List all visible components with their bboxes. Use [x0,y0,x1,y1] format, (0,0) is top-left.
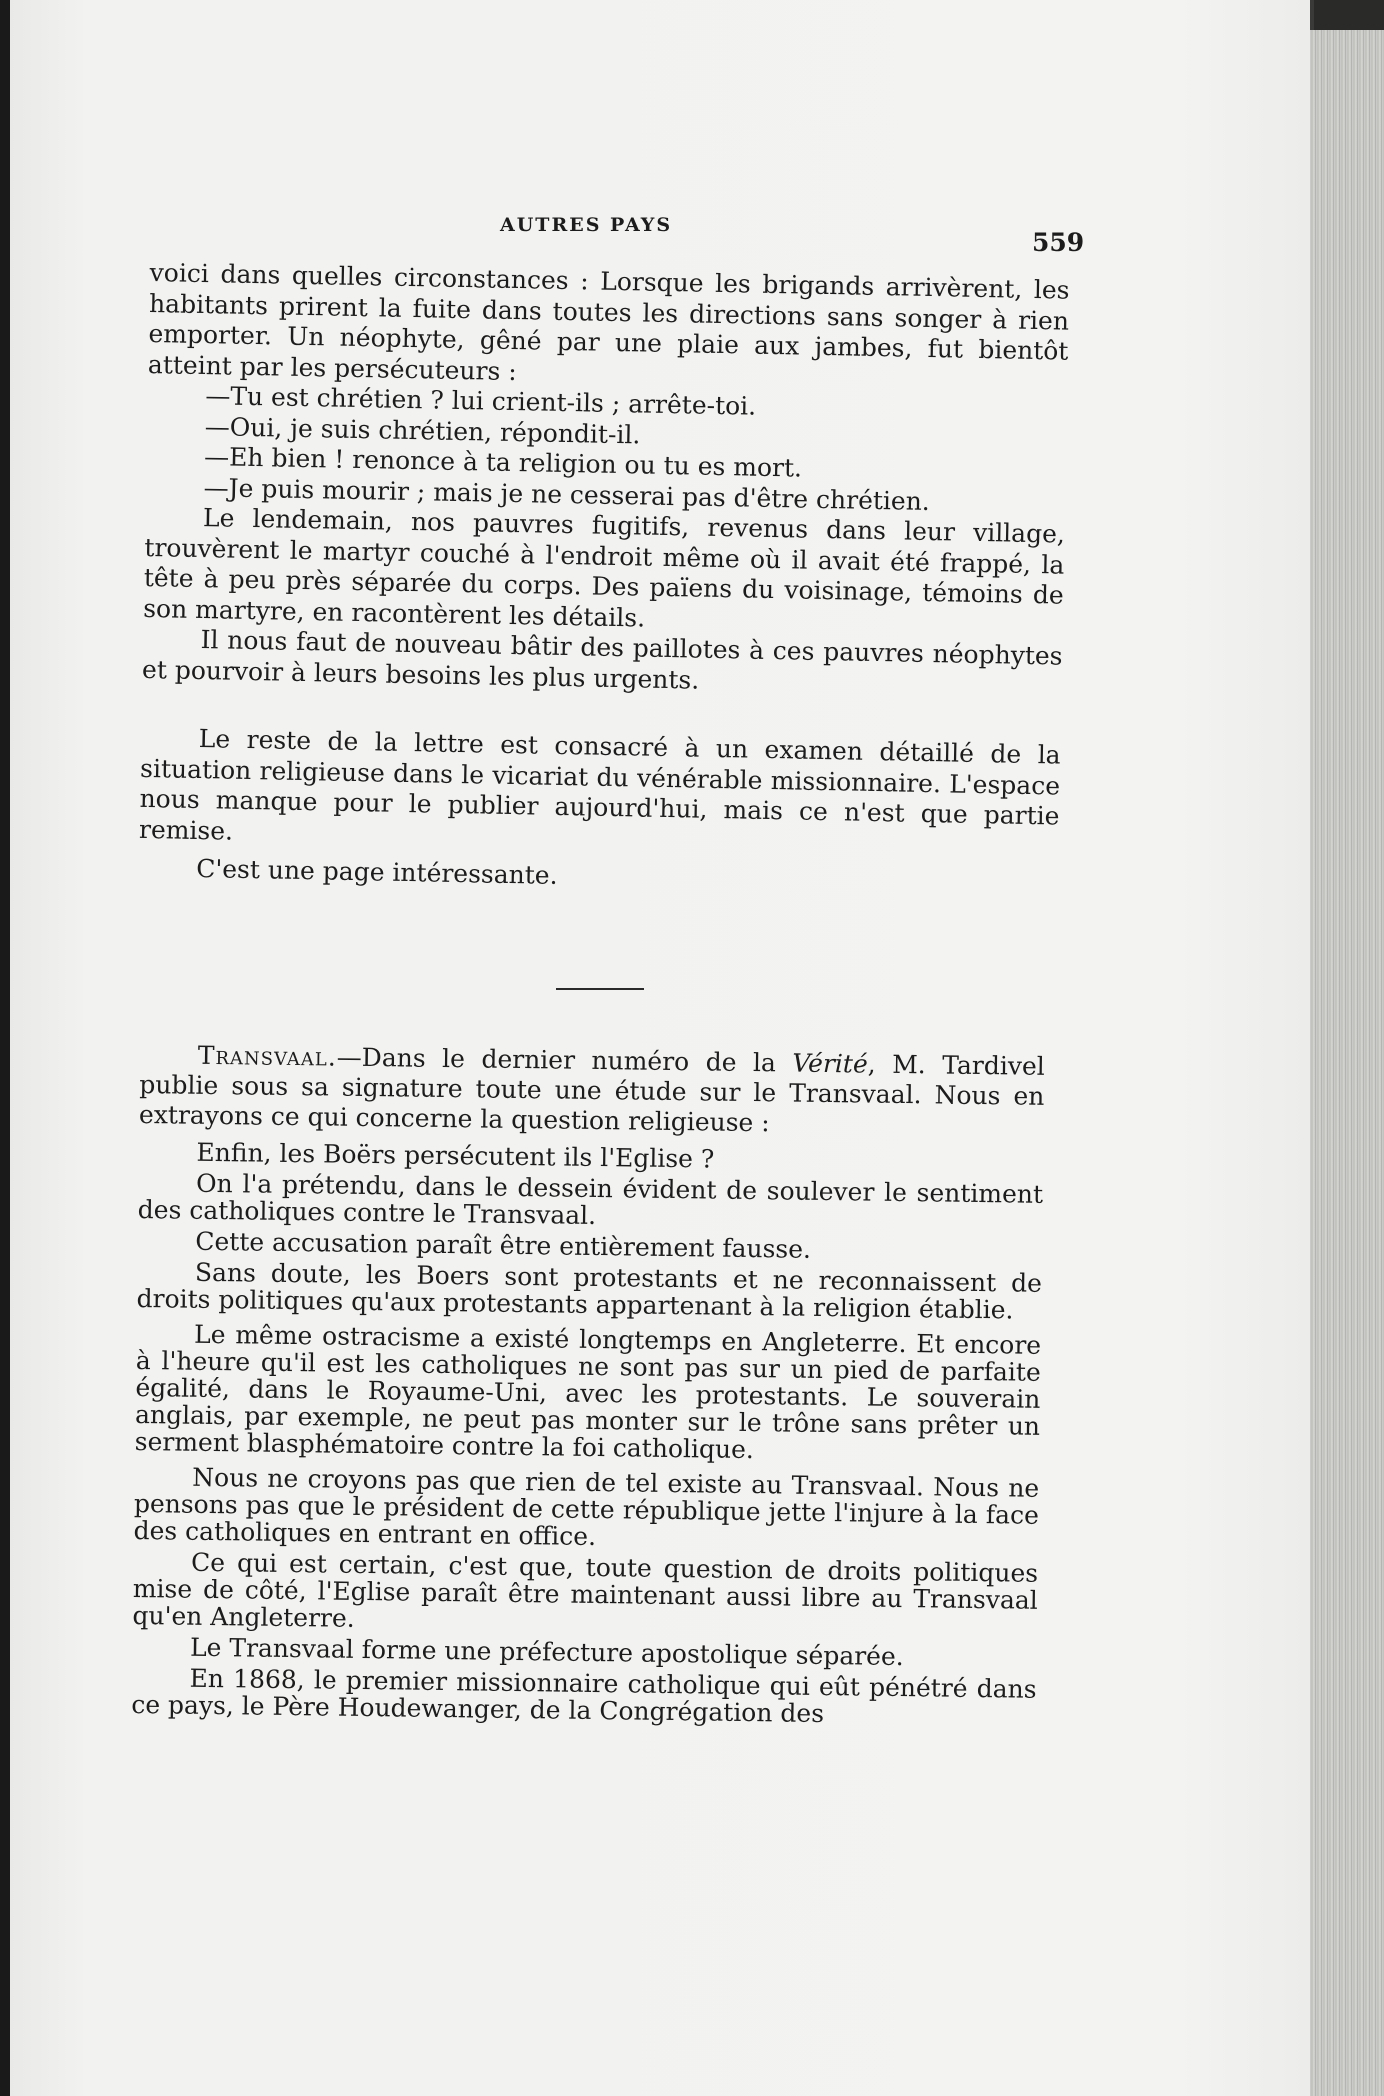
intro-text-b: , M. Tardivel publie sous sa signature toute une étude sur le Transvaal. Nous en extrayons ce qui concerne la question religieuse : [138,1049,1045,1138]
dialogue-line: —Eh bien ! renonce à ta religion ou tu es mort. [203,442,803,483]
dialogue-line: —Oui, je suis chrétien, répondit-il. [204,411,641,449]
editorial-paragraph: Le reste de la lettre est consacré à un examen détaillé de la situation religieuse dans le vicariat du vénérable missionnaire. L'espace nous manque pour le publier aujourd'hui, mais ce n'est que partie remise. [138,724,1061,846]
quote-paragraph: Enfin, les Boërs persécutent ils l'Eglise ? [196,1137,715,1174]
dialogue-line: —Tu est chrétien ? lui crient-ils ; arrête-toi. [205,381,757,421]
book-gutter [0,0,10,2096]
paragraph: voici dans quelles circonstances : Lorsque les brigands arrivèrent, les habitants prirent la fuite dans toutes les directions sans songer à rien emporter. Un néophyte, gêné par une plaie aux jambes, fut bientôt atteint par les persécuteurs : [147,258,1070,386]
quote-paragraph: Le Transvaal forme une préfecture apostolique séparée. [189,1632,904,1672]
book-page-edges [1310,30,1384,2096]
intro-text-a: —Dans le dernier numéro de la [336,1042,793,1078]
transvaal-section [131,1040,1045,1730]
quote-paragraph: Cette accusation paraît être entièrement fausse. [195,1226,812,1264]
book-page [10,0,1310,2096]
running-head: AUTRES PAYS [500,214,673,236]
paragraph: Le lendemain, nos pauvres fugitifs, revenus dans leur village, trouvèrent le martyr couché à l'endroit même où il avait été frappé, la tête à peu près séparée du corps. Des païens du voisinage, témoins de son martyre, en racontèrent les détails. [143,503,1066,633]
quote-paragraph: Nous ne croyons pas que rien de tel existe au Transvaal. Nous ne pensons pas que le président de cette république jette l'injure à la face des catholiques en entrant en office. [133,1462,1040,1552]
quote-paragraph: Sans doute, les Boers sont protestants et ne reconnaissent de droits politiques qu'aux protestants appartenant à la religion établie. [136,1257,1043,1325]
editorial-paragraph: C'est une page intéressante. [196,854,558,890]
intro-italic: Vérité [792,1048,868,1079]
quote-paragraph: Le même ostracisme a existé longtemps en Angleterre. Et encore à l'heure qu'il est les catholiques ne sont pas sur un pied de parfaite égalité, dans le Royaume-Uni, avec les protestants. Le souverain anglais, par exemple, ne peut pas monter sur le trône sans prêter un serment blasphématoire contre la foi catholique. [134,1319,1042,1465]
section-separator [556,988,644,990]
paragraph: Il nous faut de nouveau bâtir des paillotes à ces pauvres néophytes et pourvoir à leurs besoins les plus urgents. [141,625,1063,695]
transvaal-intro [139,1040,1045,1142]
dialogue-line: —Je puis mourir ; mais je ne cesserai pas d'être chrétien. [203,472,931,516]
quote-paragraph: On l'a prétendu, dans le dessein évident de soulever le sentiment des catholiques contre le Transvaal. [137,1168,1044,1230]
page-number: 559 [1032,228,1085,257]
section-heading: Transvaal. [197,1040,337,1072]
letter-excerpt [138,258,1070,901]
quote-paragraph: Ce qui est certain, c'est que, toute question de droits politiques mise de côté, l'Eglise paraît être maintenant aussi libre au Transvaal qu'en Angleterre. [132,1547,1039,1633]
quote-paragraph: En 1868, le premier missionnaire catholique qui eût pénétré dans ce pays, le Père Houdewanger, de la Congrégation des [131,1663,1037,1729]
